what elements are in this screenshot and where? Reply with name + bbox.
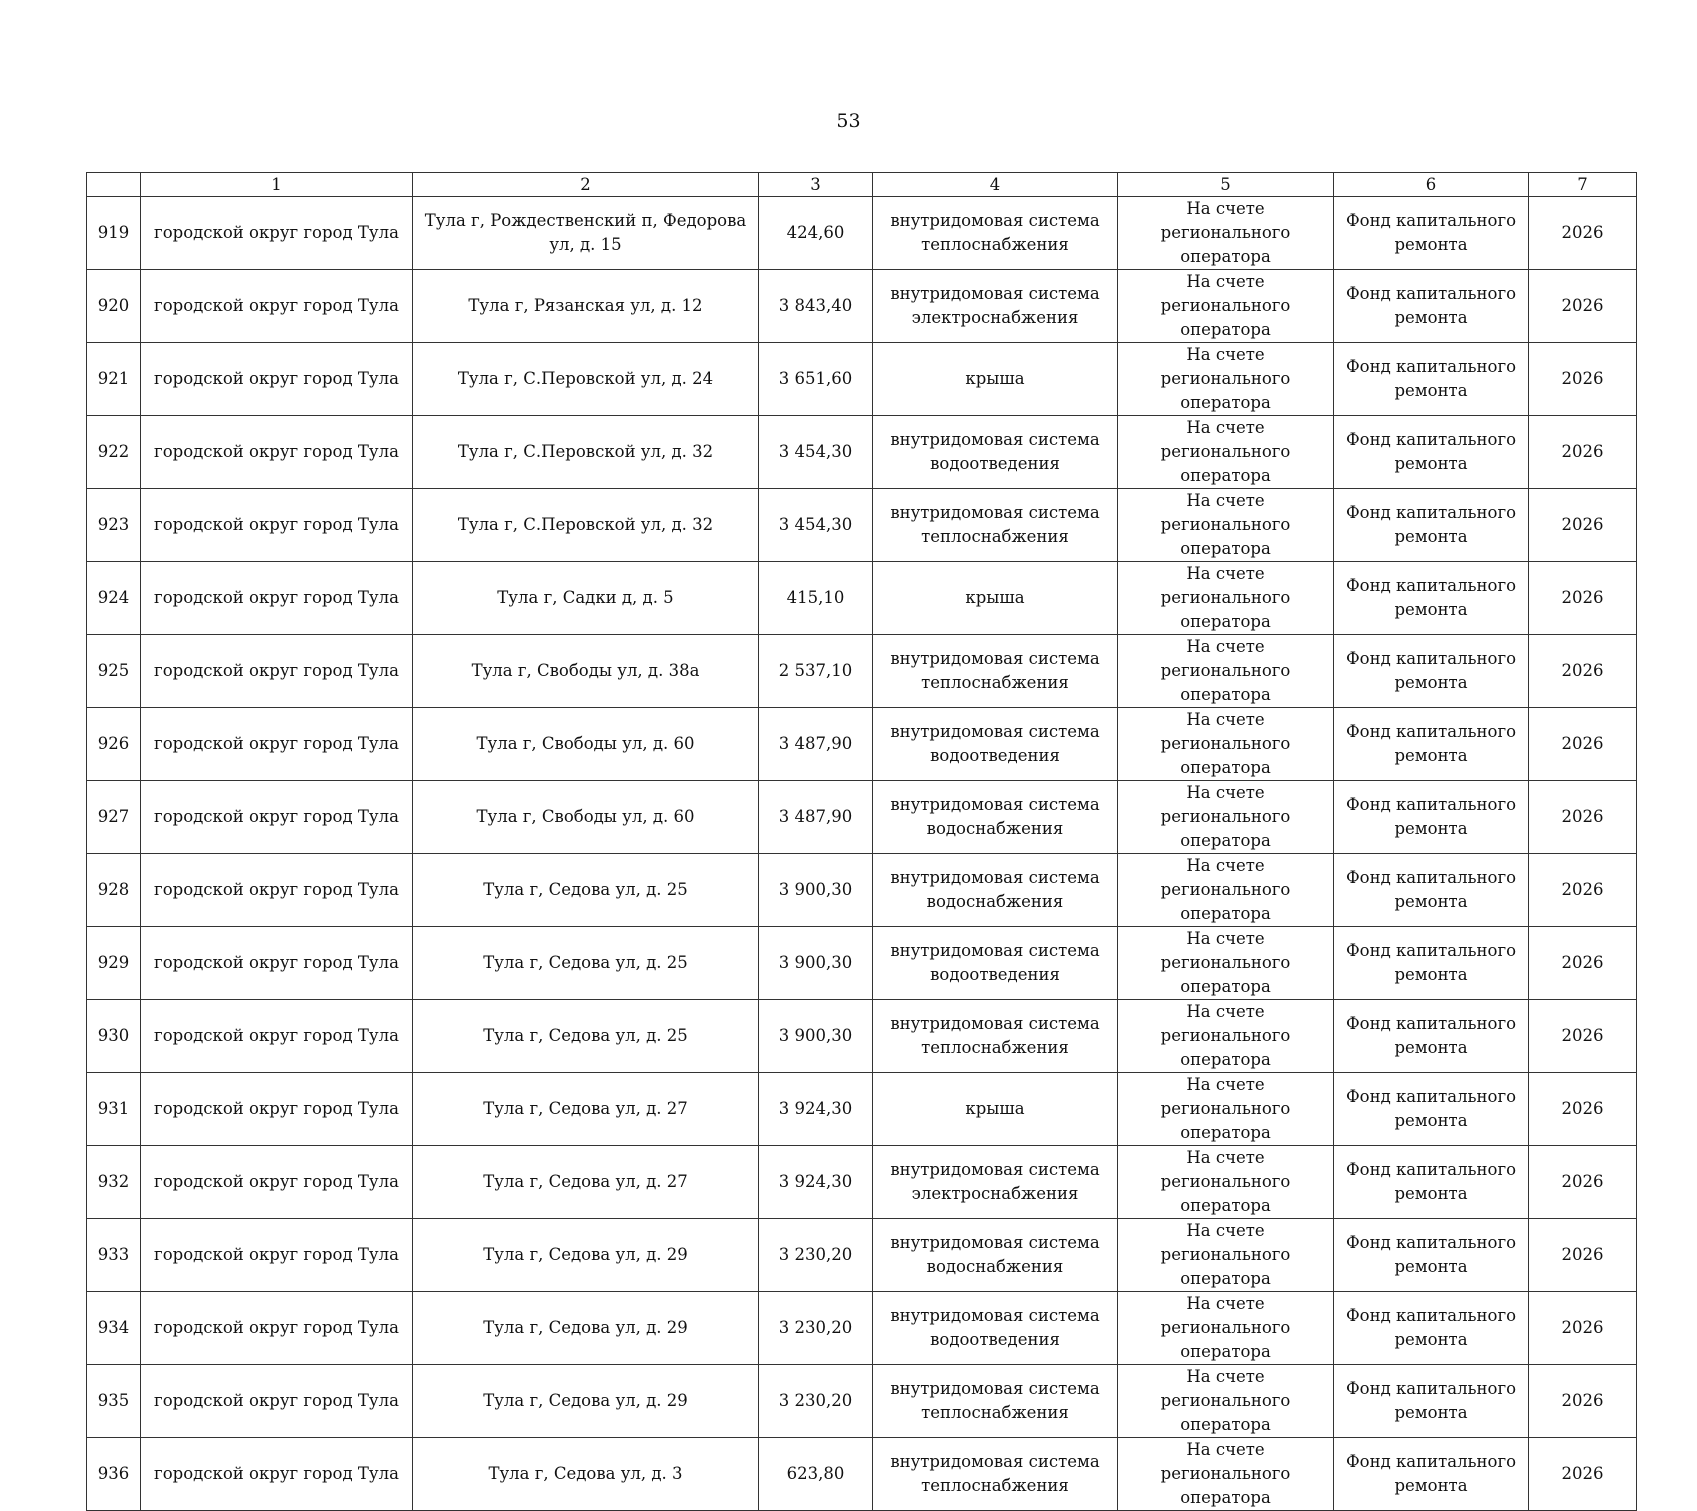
year-cell: 2026 xyxy=(1529,708,1637,781)
table-row xyxy=(87,489,1637,562)
address-cell: Тула г, Седова ул, д. 25 xyxy=(413,854,759,927)
year-cell: 2026 xyxy=(1529,1000,1637,1073)
funding-source-cell: Фонд капитального ремонта xyxy=(1334,927,1529,1000)
year-cell: 2026 xyxy=(1529,197,1637,270)
address-cell: Тула г, С.Перовской ул, д. 32 xyxy=(413,489,759,562)
year-cell: 2026 xyxy=(1529,1365,1637,1438)
row-number: 936 xyxy=(87,1438,141,1511)
account-cell: На счете регионального оператора xyxy=(1118,1219,1334,1292)
municipality-cell: городской округ город Тула xyxy=(141,927,413,1000)
funding-source-cell: Фонд капитального ремонта xyxy=(1334,343,1529,416)
account-cell: На счете регионального оператора xyxy=(1118,1000,1334,1073)
row-number: 921 xyxy=(87,343,141,416)
address-cell: Тула г, Свободы ул, д. 38а xyxy=(413,635,759,708)
funding-source-cell: Фонд капитального ремонта xyxy=(1334,270,1529,343)
work-type-cell: внутридомовая система электроснабжения xyxy=(873,270,1118,343)
row-number: 931 xyxy=(87,1073,141,1146)
municipality-cell: городской округ город Тула xyxy=(141,270,413,343)
table-row xyxy=(87,197,1637,270)
row-number: 935 xyxy=(87,1365,141,1438)
work-type-cell: внутридомовая система теплоснабжения xyxy=(873,1365,1118,1438)
work-type-cell: крыша xyxy=(873,343,1118,416)
table-row xyxy=(87,635,1637,708)
year-cell: 2026 xyxy=(1529,1219,1637,1292)
address-cell: Тула г, Седова ул, д. 3 xyxy=(413,1438,759,1511)
funding-source-cell: Фонд капитального ремонта xyxy=(1334,416,1529,489)
column-header-6: 6 xyxy=(1334,173,1529,197)
year-cell: 2026 xyxy=(1529,489,1637,562)
area-cell: 3 454,30 xyxy=(759,489,873,562)
funding-source-cell: Фонд капитального ремонта xyxy=(1334,781,1529,854)
row-number: 926 xyxy=(87,708,141,781)
address-cell: Тула г, Седова ул, д. 27 xyxy=(413,1073,759,1146)
year-cell: 2026 xyxy=(1529,781,1637,854)
year-cell: 2026 xyxy=(1529,927,1637,1000)
municipality-cell: городской округ город Тула xyxy=(141,1073,413,1146)
work-type-cell: крыша xyxy=(873,1073,1118,1146)
work-type-cell: внутридомовая система теплоснабжения xyxy=(873,1438,1118,1511)
table-row xyxy=(87,781,1637,854)
work-type-cell: внутридомовая система водоснабжения xyxy=(873,854,1118,927)
area-cell: 3 924,30 xyxy=(759,1146,873,1219)
area-cell: 3 900,30 xyxy=(759,927,873,1000)
address-cell: Тула г, Свободы ул, д. 60 xyxy=(413,781,759,854)
table-header xyxy=(87,173,1637,197)
account-cell: На счете регионального оператора xyxy=(1118,1073,1334,1146)
account-cell: На счете регионального оператора xyxy=(1118,1438,1334,1511)
table-row xyxy=(87,343,1637,416)
page-number: 53 xyxy=(836,110,861,132)
table-body xyxy=(87,197,1637,1511)
address-cell: Тула г, Седова ул, д. 27 xyxy=(413,1146,759,1219)
table-row xyxy=(87,854,1637,927)
municipality-cell: городской округ город Тула xyxy=(141,635,413,708)
registry-table xyxy=(86,172,1637,1511)
column-header-3: 3 xyxy=(759,173,873,197)
row-number: 919 xyxy=(87,197,141,270)
area-cell: 3 487,90 xyxy=(759,708,873,781)
work-type-cell: внутридомовая система водоотведения xyxy=(873,708,1118,781)
year-cell: 2026 xyxy=(1529,635,1637,708)
account-cell: На счете регионального оператора xyxy=(1118,781,1334,854)
table-row xyxy=(87,1000,1637,1073)
address-cell: Тула г, Свободы ул, д. 60 xyxy=(413,708,759,781)
area-cell: 3 900,30 xyxy=(759,854,873,927)
municipality-cell: городской округ город Тула xyxy=(141,781,413,854)
address-cell: Тула г, Седова ул, д. 29 xyxy=(413,1219,759,1292)
funding-source-cell: Фонд капитального ремонта xyxy=(1334,635,1529,708)
row-number: 922 xyxy=(87,416,141,489)
row-number: 930 xyxy=(87,1000,141,1073)
table-row xyxy=(87,1365,1637,1438)
year-cell: 2026 xyxy=(1529,1146,1637,1219)
municipality-cell: городской округ город Тула xyxy=(141,1292,413,1365)
table-row xyxy=(87,927,1637,1000)
account-cell: На счете регионального оператора xyxy=(1118,1146,1334,1219)
municipality-cell: городской округ город Тула xyxy=(141,1146,413,1219)
municipality-cell: городской округ город Тула xyxy=(141,708,413,781)
table-row xyxy=(87,1219,1637,1292)
area-cell: 3 454,30 xyxy=(759,416,873,489)
area-cell: 3 230,20 xyxy=(759,1219,873,1292)
funding-source-cell: Фонд капитального ремонта xyxy=(1334,708,1529,781)
row-number: 924 xyxy=(87,562,141,635)
account-cell: На счете регионального оператора xyxy=(1118,708,1334,781)
row-number: 929 xyxy=(87,927,141,1000)
funding-source-cell: Фонд капитального ремонта xyxy=(1334,562,1529,635)
column-header-7: 7 xyxy=(1529,173,1637,197)
account-cell: На счете регионального оператора xyxy=(1118,1365,1334,1438)
area-cell: 424,60 xyxy=(759,197,873,270)
account-cell: На счете регионального оператора xyxy=(1118,343,1334,416)
address-cell: Тула г, С.Перовской ул, д. 32 xyxy=(413,416,759,489)
address-cell: Тула г, Рязанская ул, д. 12 xyxy=(413,270,759,343)
work-type-cell: крыша xyxy=(873,562,1118,635)
funding-source-cell: Фонд капитального ремонта xyxy=(1334,489,1529,562)
work-type-cell: внутридомовая система водоотведения xyxy=(873,416,1118,489)
area-cell: 3 900,30 xyxy=(759,1000,873,1073)
row-number: 932 xyxy=(87,1146,141,1219)
account-cell: На счете регионального оператора xyxy=(1118,562,1334,635)
work-type-cell: внутридомовая система водоотведения xyxy=(873,927,1118,1000)
municipality-cell: городской округ город Тула xyxy=(141,416,413,489)
work-type-cell: внутридомовая система электроснабжения xyxy=(873,1146,1118,1219)
account-cell: На счете регионального оператора xyxy=(1118,416,1334,489)
municipality-cell: городской округ город Тула xyxy=(141,1365,413,1438)
municipality-cell: городской округ город Тула xyxy=(141,854,413,927)
municipality-cell: городской округ город Тула xyxy=(141,343,413,416)
area-cell: 3 924,30 xyxy=(759,1073,873,1146)
account-cell: На счете регионального оператора xyxy=(1118,1292,1334,1365)
area-cell: 623,80 xyxy=(759,1438,873,1511)
area-cell: 2 537,10 xyxy=(759,635,873,708)
area-cell: 3 651,60 xyxy=(759,343,873,416)
address-cell: Тула г, Седова ул, д. 29 xyxy=(413,1292,759,1365)
year-cell: 2026 xyxy=(1529,854,1637,927)
work-type-cell: внутридомовая система теплоснабжения xyxy=(873,489,1118,562)
address-cell: Тула г, Седова ул, д. 25 xyxy=(413,927,759,1000)
year-cell: 2026 xyxy=(1529,416,1637,489)
address-cell: Тула г, Садки д, д. 5 xyxy=(413,562,759,635)
municipality-cell: городской округ город Тула xyxy=(141,197,413,270)
funding-source-cell: Фонд капитального ремонта xyxy=(1334,1219,1529,1292)
area-cell: 3 230,20 xyxy=(759,1292,873,1365)
year-cell: 2026 xyxy=(1529,1438,1637,1511)
row-number: 927 xyxy=(87,781,141,854)
table-row xyxy=(87,416,1637,489)
work-type-cell: внутридомовая система теплоснабжения xyxy=(873,635,1118,708)
municipality-cell: городской округ город Тула xyxy=(141,1000,413,1073)
column-header-index xyxy=(87,173,141,197)
row-number: 920 xyxy=(87,270,141,343)
work-type-cell: внутридомовая система теплоснабжения xyxy=(873,197,1118,270)
table-row xyxy=(87,1073,1637,1146)
year-cell: 2026 xyxy=(1529,562,1637,635)
funding-source-cell: Фонд капитального ремонта xyxy=(1334,1000,1529,1073)
municipality-cell: городской округ город Тула xyxy=(141,1438,413,1511)
address-cell: Тула г, С.Перовской ул, д. 24 xyxy=(413,343,759,416)
row-number: 934 xyxy=(87,1292,141,1365)
funding-source-cell: Фонд капитального ремонта xyxy=(1334,197,1529,270)
table-row xyxy=(87,1146,1637,1219)
funding-source-cell: Фонд капитального ремонта xyxy=(1334,1073,1529,1146)
account-cell: На счете регионального оператора xyxy=(1118,197,1334,270)
row-number: 928 xyxy=(87,854,141,927)
funding-source-cell: Фонд капитального ремонта xyxy=(1334,1438,1529,1511)
area-cell: 3 487,90 xyxy=(759,781,873,854)
header-row xyxy=(87,173,1637,197)
municipality-cell: городской округ город Тула xyxy=(141,562,413,635)
funding-source-cell: Фонд капитального ремонта xyxy=(1334,1146,1529,1219)
address-cell: Тула г, Седова ул, д. 29 xyxy=(413,1365,759,1438)
column-header-5: 5 xyxy=(1118,173,1334,197)
table-row xyxy=(87,270,1637,343)
table-row xyxy=(87,708,1637,781)
account-cell: На счете регионального оператора xyxy=(1118,635,1334,708)
work-type-cell: внутридомовая система водоснабжения xyxy=(873,1219,1118,1292)
table-row xyxy=(87,1438,1637,1511)
funding-source-cell: Фонд капитального ремонта xyxy=(1334,854,1529,927)
municipality-cell: городской округ город Тула xyxy=(141,1219,413,1292)
account-cell: На счете регионального оператора xyxy=(1118,927,1334,1000)
year-cell: 2026 xyxy=(1529,1292,1637,1365)
row-number: 925 xyxy=(87,635,141,708)
work-type-cell: внутридомовая система теплоснабжения xyxy=(873,1000,1118,1073)
account-cell: На счете регионального оператора xyxy=(1118,489,1334,562)
address-cell: Тула г, Рождественский п, Федорова ул, д. 15 xyxy=(413,197,759,270)
work-type-cell: внутридомовая система водоотведения xyxy=(873,1292,1118,1365)
funding-source-cell: Фонд капитального ремонта xyxy=(1334,1365,1529,1438)
area-cell: 415,10 xyxy=(759,562,873,635)
column-header-4: 4 xyxy=(873,173,1118,197)
year-cell: 2026 xyxy=(1529,1073,1637,1146)
row-number: 923 xyxy=(87,489,141,562)
year-cell: 2026 xyxy=(1529,343,1637,416)
year-cell: 2026 xyxy=(1529,270,1637,343)
area-cell: 3 230,20 xyxy=(759,1365,873,1438)
column-header-1: 1 xyxy=(141,173,413,197)
account-cell: На счете регионального оператора xyxy=(1118,854,1334,927)
column-header-2: 2 xyxy=(413,173,759,197)
address-cell: Тула г, Седова ул, д. 25 xyxy=(413,1000,759,1073)
municipality-cell: городской округ город Тула xyxy=(141,489,413,562)
area-cell: 3 843,40 xyxy=(759,270,873,343)
account-cell: На счете регионального оператора xyxy=(1118,270,1334,343)
table-row xyxy=(87,1292,1637,1365)
work-type-cell: внутридомовая система водоснабжения xyxy=(873,781,1118,854)
row-number: 933 xyxy=(87,1219,141,1292)
funding-source-cell: Фонд капитального ремонта xyxy=(1334,1292,1529,1365)
table-row xyxy=(87,562,1637,635)
